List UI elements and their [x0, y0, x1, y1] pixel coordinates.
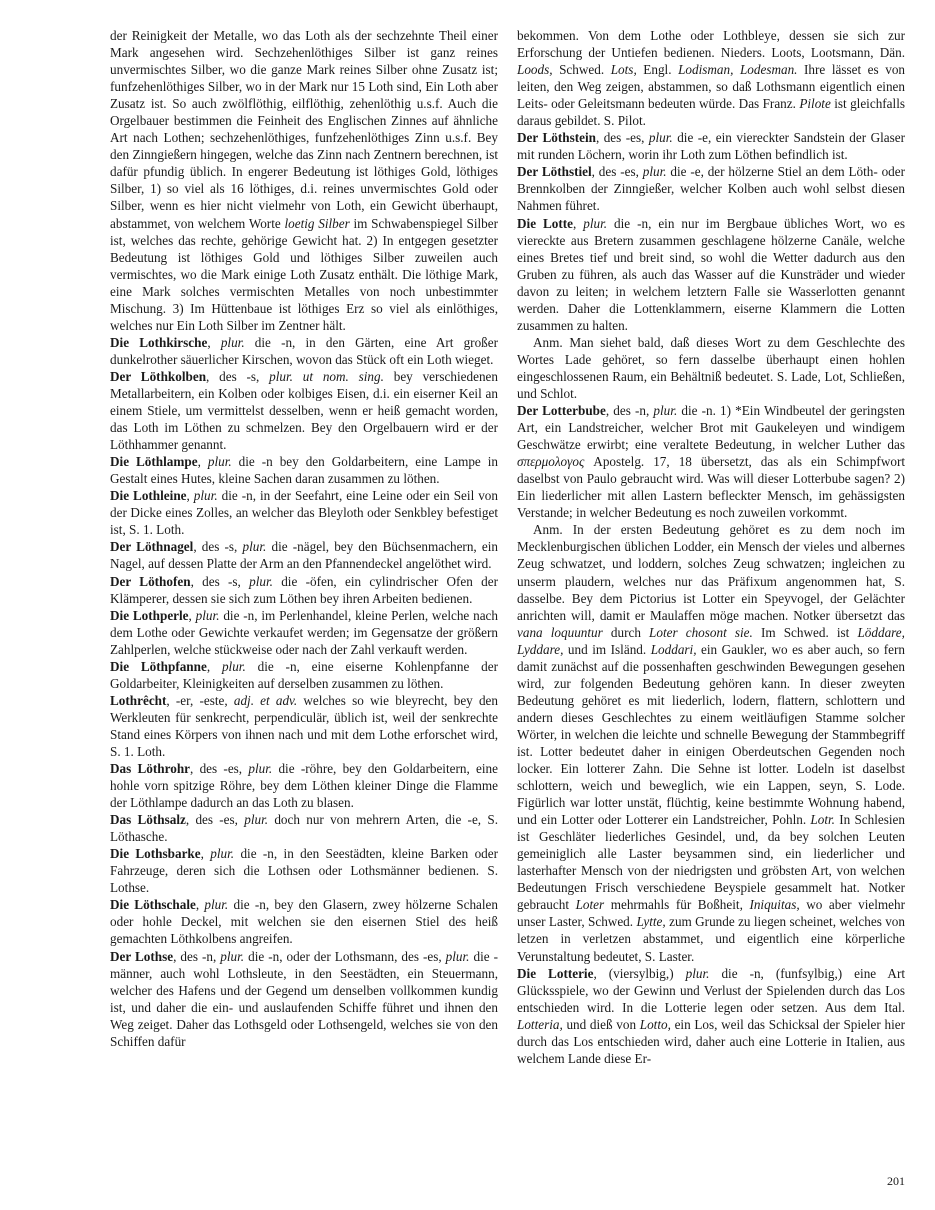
entry-text: und im Isländ.: [563, 641, 651, 657]
entry-headword: Der Löthnagel: [110, 539, 194, 555]
right-column: [517, 27, 905, 1067]
entry-text: die -n, im Perlenhandel, kleine Perlen, welche nach dem Lothe oder Gewichte verkaufet werden; im Gegensatze der größern Zahlperlen, welche stückweise oder nach der Zahl verkauft werden.: [110, 607, 498, 657]
entry-text: die -n, ein nur im Bergbaue übliches Wort, wo es viereckte aus Bretern zusammen geschlagene hölzerne Canäle, welche eines Bretes tief und breit sind, so wohl die Wetter dadurch aus den Gruben zu führen, als auch das Wasser auf die Kunsträder und wieder davon zu leiten; in welchem letztern Falle sie Wasserlotten genannt werden. Daher die Lottenklammern, eiserne Klammern die Lotten zusammen zu halten.: [517, 215, 905, 333]
dictionary-entry: [517, 27, 905, 129]
italic-text: plur.: [653, 403, 678, 419]
entry-text: bey verschiedenen Metallarbeitern, ein Kolben oder kolbiges Eisen, d.i. ein eiserner Keil an einem Stiele, um vermittelst desselben, wenn er heiß gemacht worden, das Loth im Löthen zu schmelzen. Bey den Orgelbauern wird er der Löthhammer genannt.: [110, 368, 498, 453]
dictionary-entry: [517, 215, 905, 334]
entry-text: doch nur von mehrern Arten, die -e, S. Löthasche.: [110, 812, 498, 845]
italic-text: Loddari,: [650, 641, 697, 657]
italic-text: plur.: [249, 573, 273, 589]
dictionary-entry: [110, 692, 498, 760]
italic-text: Loods,: [517, 62, 553, 78]
entry-text: Anm. In der ersten Bedeutung gehöret es zu dem noch im Mecklenburgischen üblichen Lodder, ein Mensch der vieles und albernes Zeug schwatzet, und loddern, solches Zeug schwatzen; ingleichen zu unserm plaudern, welches nur das Präfixum angenommen hat, S. dasselbe. Bey dem Pictorius ist Lotter ein Speyvogel, der Gelächter anrichten will, damit er Maulaffen möge machen. Notker übersetzt das: [517, 522, 905, 623]
entry-text: die -n bey den Goldarbeitern, eine Lampe in Gestalt eines Hutes, kleine Sachen daran zusammen zu löthen.: [110, 454, 499, 487]
entry-text: und dieß von: [562, 1016, 640, 1032]
entry-text: , des -n,: [173, 948, 221, 964]
dictionary-entry: [110, 896, 498, 947]
dictionary-entry: [517, 965, 905, 1067]
entry-headword: Die Lothleine: [110, 488, 187, 504]
entry-text: ein Los, weil das Schicksal der Spieler hier durch das Los entschieden wird, daher auch eine Lotterie in Italien, aus welchem Lande diese Er-: [517, 1016, 905, 1066]
dictionary-entry: [517, 402, 905, 521]
entry-text: die -e, ein viereckter Sandstein der Glaser mit runden Löchern, worin ihr Loth zum Löthen befindlich ist.: [517, 130, 905, 163]
entry-text: , des -s,: [193, 539, 243, 555]
entry-text: die -nägel, bey den Büchsenmachern, ein Nagel, auf dessen Platte der Arm an den Pfannendeckel angelöthet wird.: [110, 539, 498, 572]
entry-text: bekommen. Von dem Lothe oder Lothbleye, dessen sie sich zur Erforschung der Untiefen bedienen. Nieders. Loots, Lootsmann, Dän.: [517, 28, 905, 61]
dictionary-entry: [110, 760, 498, 811]
entry-headword: Die Löthschale: [110, 897, 196, 913]
italic-text: plur.: [242, 539, 267, 555]
dictionary-entry: [110, 368, 498, 453]
entry-text: , -er, -este,: [166, 692, 234, 708]
entry-text: die -n. 1) *Ein Windbeutel der geringsten Art, ein Landstreicher, welcher Brot mit Gaukeleyen und windigem Geschwätze erwirbt; eine veraltete Bedeutung, in welcher Luther das: [517, 403, 905, 453]
entry-text: In Schlesien ist Geschläter liederliches Gesindel, und, da bey solchen Leuten gemeiniglich alle Laster beysammen sind, ein liederlicher und lasterhafter Mensch von der niedrigsten und gröbsten Art, von welchen Bedeutungen Frisch verschiedene Beyspiele gesammelt hat. Notker gebraucht: [517, 812, 905, 913]
entry-text: wo aber vielmehr unser Laster, Schwed.: [517, 897, 905, 930]
italic-text: plur.: [648, 130, 673, 146]
entry-text: ,: [206, 658, 222, 674]
italic-text: plur.: [193, 488, 218, 504]
entry-text: , des -es,: [185, 812, 245, 828]
entry-text: zum Grunde zu liegen scheinet, welches von letzen in verletzen abstammet, und eigentlich eine körperliche Verunstaltung bedeutet, S. Laster.: [517, 914, 905, 964]
dictionary-entry: [110, 487, 498, 538]
entry-text: ,: [200, 846, 211, 862]
italic-text: plur.: [207, 454, 232, 470]
entry-headword: Die Lothkirsche: [110, 334, 208, 350]
dictionary-entry: [110, 573, 498, 607]
entry-text: ,: [573, 215, 584, 231]
italic-text: plur.: [248, 761, 273, 777]
entry-headword: Der Löthstein: [517, 130, 596, 146]
entry-text: Schwed.: [552, 62, 611, 78]
page-number: 201: [887, 1174, 905, 1188]
entry-text: der Reinigkeit der Metalle, wo das Loth als der sechzehnte Theil einer Mark angesehen wird. Sechzehenlöthiges Silber ist ganz reines unvermischtes Silber, wo die ganze Mark reines Silber ohne Zusatz ist; funfzehenlöthiges Silber, wo in der Mark nur 15 Loth sind, Ein Loth aber Zusatz ist. So auch zwölflöthig, eilflöthig, zehenlöthig u.s.f. Auch die Orgelbauer bestimmen die Feinheit des Englischen Zinnes auf ähnliche Art nach Lothen; sechzehenlöthiges, funfzehenlöthiges Zinn u.s.f. Bey den Zinngießern hingegen, welche das Zinn nach Zentnern berechnen, ist dafür pfundig üblich. In engerer Bedeutung ist löthiges Gold, löthiges Silber, 1) so viel als 16 löthiges, d.i. reines unvermischtes Gold oder Silber, wenn es hier nicht vielmehr von Loth, ein Gewicht überhaupt, abstammet, von welchem Worte: [110, 28, 498, 231]
entry-text: die -n, in der Seefahrt, eine Leine oder ein Seil von der Dicke eines Zolles, an welcher das Bleyloth oder Senkbley befestiget ist, S. 1. Loth.: [110, 488, 498, 538]
dictionary-entry: [110, 538, 498, 572]
italic-text: Lodisman, Lodesman.: [678, 62, 798, 78]
entry-text: ein Gaukler, wo es aber auch, so fern damit zunächst auf die possenhaften geschwinden Bewegungen gesehen wird, zur folgenden Bedeutung gehören kann. In dieser zweyten Bedeutung gehöret es mit liederlich, lodern, flattern, schlottern und andern dieses Geschlechtes zu einem weitläufigen Stamme solcher Wörter, in welchen die leichte und schnelle Bewegung der Stammbegriff ist. Lotter bedeutet daher in einigen Oberdeutschen Gegenden noch locker. Ein lotterer Zahn. Die Sehne ist lotter. Lodeln ist daselbst schlottern, weich und beweglich, wie ein Lappen, seyn, S. Lode. Figürlich war lotter unstät, flüchtig, keine bestimmte Wohnung habend, und ein Lotter oder Lotterer ein Landstreicher, Pohln.: [517, 641, 905, 828]
italic-text: Loter chosont sie.: [649, 624, 753, 640]
italic-text: σπερμολογος: [517, 454, 585, 470]
entry-text: , des -es,: [190, 761, 249, 777]
dictionary-entry: [110, 334, 498, 368]
italic-text: Lots,: [610, 62, 637, 78]
entry-text: ,: [188, 607, 196, 623]
italic-text: Lotto,: [639, 1016, 671, 1032]
italic-text: adj. et adv.: [233, 692, 298, 708]
entry-headword: Das Löthsalz: [110, 812, 186, 828]
entry-headword: Die Lothperle: [110, 607, 189, 623]
entry-text: durch: [602, 624, 650, 640]
entry-text: Ihre lässet es von leiten, den Weg zeigen, abstammen, so daß Lothsmann eigentlich einen Leits- oder Geleitsmann bedeuten würde. Das Franz.: [517, 62, 906, 112]
entry-text: Anm. Man siehet bald, daß dieses Wort zu dem Geschlechte des Wortes Lade gehöret, so fern dasselbe überhaupt einen hohlen eingeschlossenen Raum, ein Behältniß bedeutet. S. Lade, Lot, Schließen, und Schlot.: [517, 334, 905, 401]
italic-text: Iniquitas,: [749, 897, 800, 913]
dictionary-entry: [517, 521, 905, 964]
italic-text: loetig Silber: [284, 215, 350, 231]
entry-headword: Der Löthkolben: [110, 368, 207, 384]
entry-text: , des -n,: [605, 403, 654, 419]
italic-text: Lytte,: [636, 914, 666, 930]
italic-text: plur.: [221, 658, 246, 674]
entry-text: die -männer, auch wohl Lothsleute, in den Seestädten, ein Steuermann, welcher des Hafens und der Gegend um denselben vollkommen kundig ist, und daher die ein- und auslaufenden Schiffe führet und ihnen den Weg zeiget. Daher das Lothsgeld oder Lothsengeld, welches sie von den Schiffen dafür: [110, 948, 498, 1049]
dictionary-entry: [110, 658, 498, 692]
entry-headword: Die Lotterie: [517, 965, 594, 981]
entry-text: , (viersylbig,): [593, 965, 686, 981]
italic-text: plur.: [445, 948, 470, 964]
dictionary-entry: [110, 948, 498, 1050]
italic-text: Pilote: [799, 96, 831, 112]
entry-text: Im Schwed. ist: [752, 624, 858, 640]
italic-text: plur.: [195, 607, 220, 623]
entry-headword: Der Lothse: [110, 948, 174, 964]
entry-text: die -n, bey den Glasern, zwey hölzerne Schalen oder hohle Deckel, mit welchen sie den eisernen Stiel des heiß gemachten Löthkolbens angreifen.: [110, 897, 499, 947]
italic-text: plur.: [220, 334, 245, 350]
entry-text: ,: [207, 334, 221, 350]
italic-text: plur. ut nom. sing.: [269, 368, 384, 384]
entry-text: ,: [195, 897, 205, 913]
dictionary-entry: [110, 607, 498, 658]
entry-text: die -öfen, ein cylindrischer Ofen der Klämperer, dessen sie sich zum Löthen bey ihren Arbeiten bedienen.: [110, 573, 499, 606]
entry-headword: Der Löthstiel: [517, 164, 592, 180]
entry-text: die -n, in den Seestädten, kleine Barken oder Fahrzeuge, deren sich die Lothsen oder Lothsmänner bedienen. S. Lothse.: [110, 846, 498, 896]
italic-text: plur.: [204, 897, 229, 913]
italic-text: vana loquuntur: [517, 624, 603, 640]
dictionary-entry: [517, 334, 905, 402]
italic-text: plur.: [210, 846, 235, 862]
dictionary-entry: [517, 129, 905, 163]
italic-text: Lotr.: [810, 812, 835, 828]
entry-text: welches so wie bleyrecht, bey den Werkleuten für senkrecht, perpendiculär, üblich ist, weil der senkrechte Stand eines Körpers von ihnen nach und mit dem Lothe erforschet wird, S. 1. Loth.: [110, 692, 498, 759]
entry-headword: Die Lotte: [517, 215, 574, 231]
entry-text: die -e, der hölzerne Stiel an dem Löth- oder Brennkolben der Zinngießer, welcher Kolben auch wohl selbst diesen Nahmen führet.: [517, 164, 906, 214]
left-column: [110, 27, 498, 1050]
entry-text: , des -es,: [595, 130, 649, 146]
entry-text: , des -s,: [206, 368, 270, 384]
entry-text: Engl.: [636, 62, 679, 78]
italic-text: plur.: [685, 965, 710, 981]
entry-headword: Der Löthofen: [110, 573, 191, 589]
entry-headword: Die Lothsbarke: [110, 846, 201, 862]
entry-text: die -n, in den Gärten, eine Art großer dunkelrother säuerlicher Kirschen, wovon das Stück oft ein Loth wieget.: [110, 334, 499, 367]
entry-text: Apostelg. 17, 18 übersetzt, das als ein Schimpfwort daselbst von Paulo gebraucht wird. Was will dieser Lotterbube sagen? 2) Ein liederlicher mit allen Lastern befleckter Mensch, im gehässigsten Verstande; in welcher Bedeutung es noch zuweilen vorkommt.: [517, 454, 905, 521]
italic-text: plur.: [244, 812, 269, 828]
entry-headword: Der Lotterbube: [517, 403, 606, 419]
entry-text: , des -es,: [591, 164, 643, 180]
italic-text: plur.: [220, 948, 245, 964]
italic-text: Lotteria,: [517, 1016, 563, 1032]
dictionary-entry: [110, 453, 498, 487]
entry-text: die -n, (funfsylbig,) eine Art Glücksspiele, wo der Gewinn und Verlust der Spielenden durch das Los entschieden wird. In die Lotterie legen oder setzen. Aus dem Ital.: [517, 965, 906, 1015]
entry-text: ist gleichfalls daraus gebildet. S. Pilot.: [517, 96, 905, 129]
entry-headword: Die Löthpfanne: [110, 658, 207, 674]
entry-text: ,: [186, 488, 194, 504]
entry-text: die -röhre, bey den Goldarbeitern, eine hohle vorn spitzige Röhre, bey dem Löthen kleiner Dinge die Flamme der Löthlampe dadurch an das Loth zu blasen.: [110, 761, 498, 811]
italic-text: Loter: [575, 897, 605, 913]
italic-text: plur.: [583, 215, 608, 231]
italic-text: plur.: [642, 164, 667, 180]
entry-text: die -n, eine eiserne Kohlenpfanne der Goldarbeiter, Kleinigkeiten auf derselben zusammen zu löthen.: [110, 658, 498, 691]
entry-headword: Die Löthlampe: [110, 454, 198, 470]
entry-headword: Lothrêcht: [110, 692, 167, 708]
entry-text: , des -s,: [190, 573, 250, 589]
dictionary-entry: [110, 811, 498, 845]
entry-headword: Das Löthrohr: [110, 761, 191, 777]
dictionary-entry: [110, 845, 498, 896]
entry-text: mehrmahls für Boßheit,: [604, 897, 750, 913]
dictionary-entry: [110, 27, 498, 334]
dictionary-entry: [517, 163, 905, 214]
entry-text: im Schwabenspiegel Silber ist, welches das rechte, gehörige Gewicht hat. 2) In entgegen gesetzter Bedeutung ist löthiges Gold und löthiges Silber zuweilen auch vermischtes, wo die Mark einige Loth Zusatz enthält. Die löthige Mark, eine Mark solches vermischten Metalles von noch unbestimmter Mischung. 3) Im Hüttenbaue ist löthiges Erz so viel als einlöthiges, welches nur Ein Loth Silber im Zentner hält.: [110, 215, 498, 333]
italic-text: Löddare, Lyddare,: [517, 624, 905, 657]
entry-text: die -n, oder der Lothsmann, des -es,: [244, 948, 446, 964]
entry-text: ,: [197, 454, 208, 470]
